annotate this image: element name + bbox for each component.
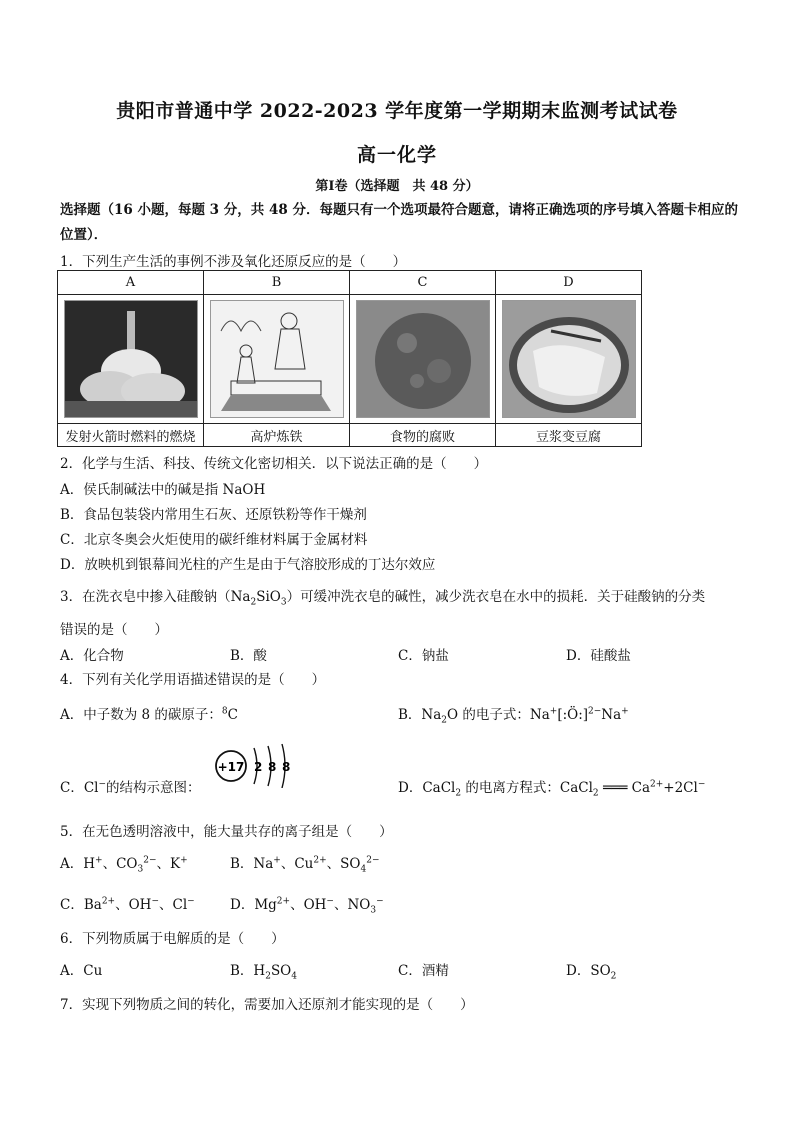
q4-option-b: B．$Na_2O$ 的电子式：Na+[:Ö:]$^{2-}$Na+ — [398, 706, 629, 726]
q2-stem: 2．化学与生活、科技、传统文化密切相关．以下说法正确的是（ ） — [60, 456, 488, 472]
q4-stem: 4．下列有关化学用语描述错误的是（ ） — [60, 672, 326, 688]
q1-col-b: B — [204, 271, 350, 295]
q1-col-a: A — [58, 271, 204, 295]
q2-option-d: D．放映机到银幕间光柱的产生是由于气溶胶形成的丁达尔效应 — [60, 557, 436, 573]
q6-stem: 6．下列物质属于电解质的是（ ） — [60, 931, 285, 947]
q1-caption-c: 食物的腐败 — [350, 424, 496, 447]
q4-option-c: C．Cl−的结构示意图： — [60, 779, 201, 796]
furnace-smelting-illustration — [210, 300, 344, 418]
q5-option-a: A．H+、$CO_3^{2-}$、K+ — [60, 855, 188, 875]
chloride-structure-diagram — [214, 740, 294, 792]
tofu-photo — [502, 300, 636, 418]
q2-option-a: A．侯氏制碱法中的碱是指 NaOH — [60, 482, 266, 498]
q3-stem: 3．在洗衣皂中掺入硅酸钠$(Na_2SiO_3)$可缓冲洗衣皂的碱性，减少洗衣皂在水中的损耗．关于硅酸钠的分类 — [60, 589, 706, 608]
q1-stem: 1．下列生产生活的事例不涉及氧化还原反应的是（ ） — [60, 254, 407, 270]
section-instructions: 选择题（16 小题，每题 3 分，共 48 分．每题只有一个选项最符合题意，请将正确选项的序号填入答题卡相应的位置）． — [60, 202, 738, 243]
q1-col-c: C — [350, 271, 496, 295]
q4-option-d: D．CaCl$_2$ 的电离方程式：CaCl$_2$ ═══ $Ca^{2+}+2Cl^-$ — [398, 779, 706, 799]
q1-image-table — [57, 270, 642, 447]
atom-shell-2: 8 — [268, 760, 277, 774]
q5-stem: 5．在无色透明溶液中，能大量共存的离子组是（ ） — [60, 824, 393, 840]
q6-option-a: A．Cu — [60, 963, 103, 979]
atom-nucleus-label: +17 — [217, 760, 245, 774]
rotten-fruit-photo — [356, 300, 490, 418]
q7-stem: 7．实现下列物质之间的转化，需要加入还原剂才能实现的是（ ） — [60, 997, 474, 1013]
atom-shell-1: 2 — [254, 760, 263, 774]
q3-stem-cont: 错误的是（ ） — [60, 622, 168, 638]
q5-option-d: D．$Mg^{2+}$、OH−、$NO_3^-$ — [230, 896, 384, 916]
q3-option-b: B．酸 — [230, 648, 267, 664]
q6-option-c: C．酒精 — [398, 963, 449, 979]
q5-option-c: C．$Ba^{2+}$、OH−、Cl− — [60, 896, 195, 913]
exam-subject: 高一化学 — [356, 144, 437, 166]
section-heading: 第Ⅰ卷（选择题 共 48 分） — [315, 179, 479, 194]
q1-caption-b: 高炉炼铁 — [204, 424, 350, 447]
q1-caption-d: 豆浆变豆腐 — [496, 424, 642, 447]
exam-title: 贵阳市普通中学 2022-2023 学年度第一学期期末监测考试试卷 — [116, 100, 678, 122]
q1-col-d: D — [496, 271, 642, 295]
q6-option-b: B．$H_2SO_4$ — [230, 963, 297, 982]
q3-option-c: C．钠盐 — [398, 648, 449, 664]
q4-option-a: A．中子数为 8 的碳原子：$^8$C — [60, 706, 238, 723]
atom-shell-3: 8 — [282, 760, 291, 774]
q2-option-c: C．北京冬奥会火炬使用的碳纤维材料属于金属材料 — [60, 532, 368, 548]
q3-option-d: D．硅酸盐 — [566, 648, 631, 664]
q3-option-a: A．化合物 — [60, 648, 124, 664]
q3-formula: $Na_2SiO_3$ — [230, 589, 287, 608]
q6-option-d: D．$SO_2$ — [566, 963, 617, 982]
q2-option-b: B．食品包装袋内常用生石灰、还原铁粉等作干燥剂 — [60, 507, 367, 523]
q1-caption-a: 发射火箭时燃料的燃烧 — [58, 424, 204, 447]
rocket-launch-photo — [64, 300, 198, 418]
q5-option-b: B．Na+、$Cu^{2+}$、$SO_4^{2-}$ — [230, 855, 380, 875]
